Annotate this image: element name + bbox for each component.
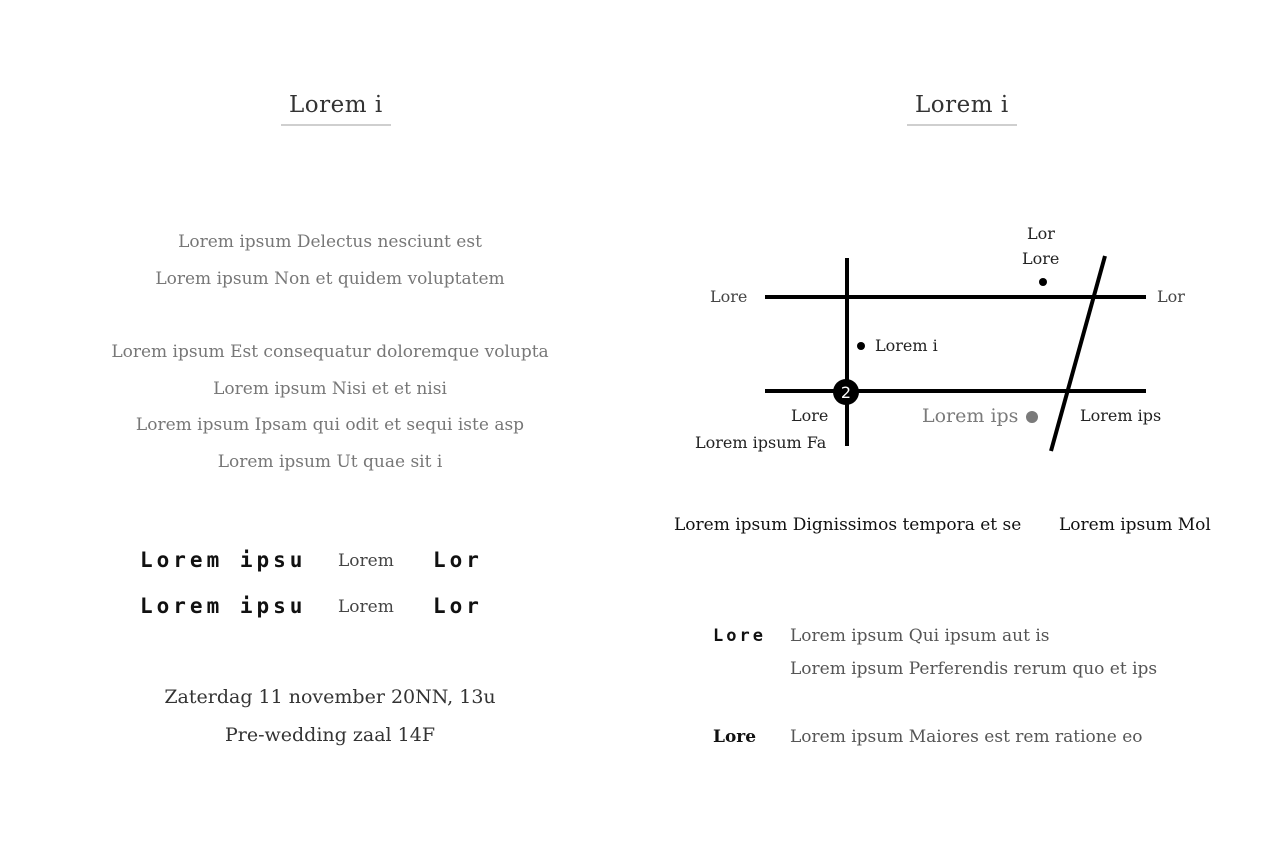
event-date: Zaterdag 11 november 20NN, 13u [164, 686, 496, 708]
message-line: Lorem ipsum Nisi et et nisi [213, 378, 447, 399]
point-dot [857, 342, 865, 350]
access-text: Lorem ipsum Qui ipsum aut is [790, 626, 1050, 646]
venue-address: Lorem ipsum Dignissimos tempora et se [674, 515, 1022, 535]
venue-label: Lorem ips [922, 405, 1019, 427]
location-map [690, 218, 1250, 468]
map-roads [690, 218, 1250, 468]
invitation-right-page [660, 0, 1280, 866]
message-line: Lorem ipsum Est consequatur doloremque volupta [111, 342, 549, 362]
access-mode: Lore [713, 727, 757, 747]
access-mode: Lore [713, 626, 766, 646]
station-label: Lorem ipsum Fa [695, 433, 827, 452]
point-label: Lorem i [875, 336, 938, 355]
access-text: Lorem ipsum Perferendis rerum quo et ips [790, 659, 1158, 679]
message-line: Lorem ipsum Delectus nesciunt est [178, 232, 482, 252]
parent-names: Lorem ipsu [140, 548, 307, 572]
event-details [0, 683, 660, 759]
station-number: 2 [840, 383, 852, 402]
left-page-heading: Lorem i [281, 92, 391, 126]
message-line: Lorem ipsum Ut quae sit i [217, 451, 443, 472]
event-place: Pre-wedding zaal 14F [224, 724, 436, 746]
person-name: Lor [433, 548, 483, 572]
right-page-heading: Lorem i [907, 92, 1017, 126]
landmark-dot [1039, 278, 1047, 286]
invitation-message [0, 228, 660, 484]
person-name: Lor [433, 594, 483, 618]
parent-names: Lorem ipsu [140, 594, 307, 618]
message-line: Lorem ipsum Ipsam qui odit et sequi iste asp [135, 415, 525, 435]
connector-text: Lorem [338, 551, 394, 571]
venue-address-extra: Lorem ipsum Mol [1059, 515, 1211, 535]
map-label-top: Lore [1022, 249, 1060, 268]
map-label-right: Lorem ips [1080, 406, 1162, 425]
connector-text: Lorem [338, 597, 394, 617]
venue-marker [1026, 411, 1038, 423]
map-label-top: Lor [1027, 224, 1055, 243]
station-label: Lore [791, 406, 829, 425]
paragraph-gap [0, 301, 660, 338]
message-line: Lorem ipsum Non et quidem voluptatem [155, 268, 505, 289]
road-label-left: Lore [710, 287, 748, 306]
road-label-right: Lor [1157, 287, 1185, 306]
access-text: Lorem ipsum Maiores est rem ratione eo [790, 727, 1143, 747]
